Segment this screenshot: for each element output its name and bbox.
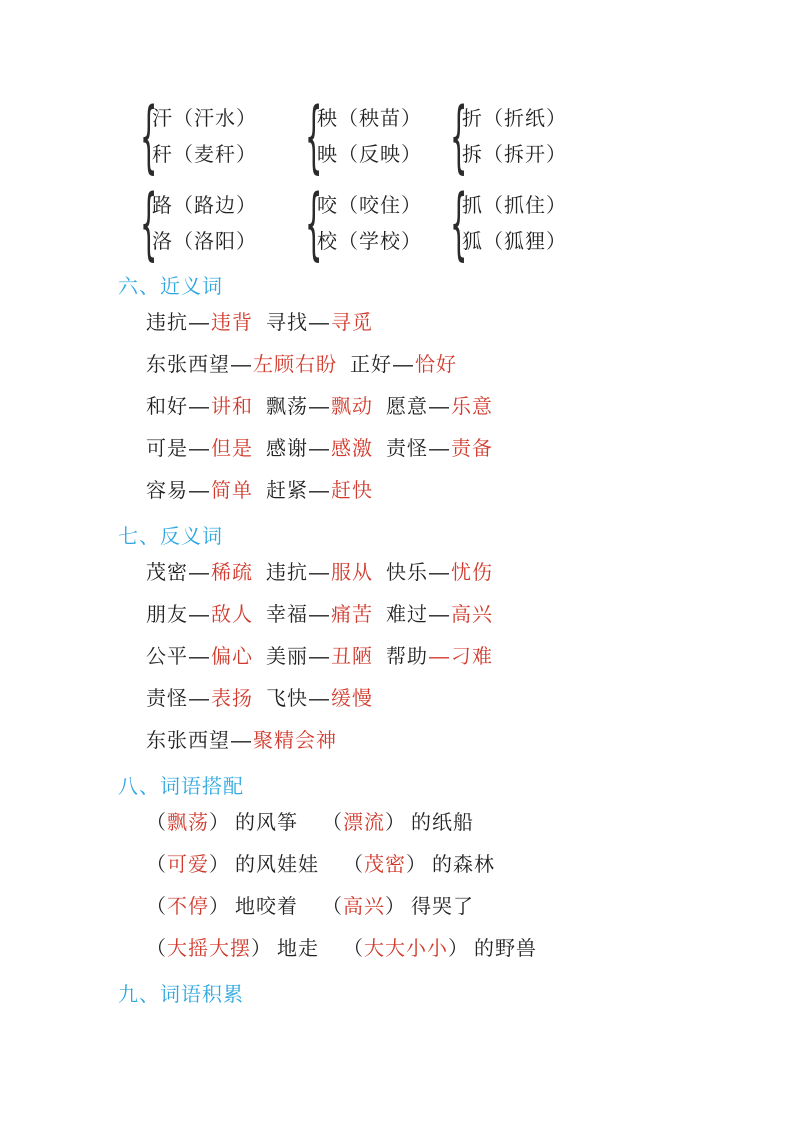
- collocation-phrase: [322, 812, 474, 834]
- word-right: 乐意: [451, 396, 493, 418]
- collocation-word: 可爱: [167, 854, 209, 876]
- open-paren: （: [146, 854, 167, 876]
- collocation-rest: 的纸船: [411, 812, 474, 834]
- close-paren: ）: [448, 938, 469, 960]
- character-group: [305, 92, 452, 182]
- character-entry-top: 路（路边）: [152, 195, 257, 217]
- brace-icon: {: [140, 92, 158, 182]
- section: [0, 772, 793, 970]
- word-left: 东张西望: [146, 354, 230, 376]
- collocation-word: 大大小小: [364, 938, 448, 960]
- word-left: 容易: [146, 480, 188, 502]
- collocation-phrase: [343, 938, 537, 960]
- word-right: 责备: [451, 438, 493, 460]
- word-pair: [146, 646, 253, 668]
- dash: —: [309, 646, 330, 668]
- word-right: 稀疏: [211, 562, 253, 584]
- collocation-phrase: [322, 896, 474, 918]
- section-heading: 八、词语搭配: [118, 776, 244, 798]
- character-entry-top: 抓（抓住）: [462, 195, 567, 217]
- word-right: 但是: [211, 438, 253, 460]
- character-entry-bottom: 洛（洛阳）: [152, 231, 257, 253]
- word-right: 偏心: [211, 646, 253, 668]
- close-paren: ）: [251, 938, 272, 960]
- character-group: [450, 92, 617, 182]
- word-right: 简单: [211, 480, 253, 502]
- word-right: 感激: [331, 438, 373, 460]
- word-left: 正好: [350, 354, 392, 376]
- character-group: [450, 179, 617, 269]
- brace-icon: {: [140, 179, 158, 269]
- collocation-line: [146, 802, 793, 844]
- word-right: 左顾右盼: [253, 354, 337, 376]
- dash: —: [429, 646, 450, 668]
- section-heading: 六、近义词: [118, 276, 223, 298]
- brace-icon: {: [450, 179, 468, 269]
- dash: —: [309, 480, 330, 502]
- word-pair: [146, 480, 253, 502]
- collocation-phrase: [146, 854, 319, 876]
- word-left: 可是: [146, 438, 188, 460]
- word-right: 寻觅: [331, 312, 373, 334]
- collocation-rest: 的森林: [432, 854, 495, 876]
- character-entry-top: 咬（咬住）: [317, 195, 422, 217]
- word-pair: [350, 354, 457, 376]
- dash: —: [309, 562, 330, 584]
- dash: —: [309, 604, 330, 626]
- word-pair-line: [146, 386, 793, 428]
- word-right: 忧伤: [451, 562, 493, 584]
- word-left: 责怪: [386, 438, 428, 460]
- collocation-rest: 的野兽: [474, 938, 537, 960]
- collocation-line: [146, 928, 793, 970]
- word-left: 和好: [146, 396, 188, 418]
- character-group: [140, 179, 307, 269]
- collocation-phrase: [343, 854, 495, 876]
- word-pair: [386, 562, 493, 584]
- section: [0, 522, 793, 762]
- word-right: 赶快: [331, 480, 373, 502]
- word-pair: [146, 688, 253, 710]
- word-pair: [146, 730, 337, 752]
- open-paren: （: [146, 896, 167, 918]
- word-pair: [266, 480, 373, 502]
- word-pair: [266, 396, 373, 418]
- word-right: 丑陋: [331, 646, 373, 668]
- close-paren: ）: [406, 854, 427, 876]
- dash: —: [429, 438, 450, 460]
- dash: —: [189, 480, 210, 502]
- word-pair: [266, 604, 373, 626]
- character-group: [140, 92, 307, 182]
- word-right: 服从: [331, 562, 373, 584]
- word-left: 茂密: [146, 562, 188, 584]
- open-paren: （: [146, 938, 167, 960]
- word-left: 寻找: [266, 312, 308, 334]
- word-pair: [386, 604, 493, 626]
- word-pair: [266, 646, 373, 668]
- word-pair-line: [146, 344, 793, 386]
- word-pair-line: [146, 470, 793, 512]
- collocation-line: [146, 844, 793, 886]
- word-left: 公平: [146, 646, 188, 668]
- collocation-word: 飘荡: [167, 812, 209, 834]
- collocation-rest: 地走: [277, 938, 319, 960]
- word-pair-line: [146, 720, 793, 762]
- word-left: 幸福: [266, 604, 308, 626]
- word-pair-row: [140, 92, 793, 182]
- brace-icon: {: [450, 92, 468, 182]
- dash: —: [429, 604, 450, 626]
- word-right: 痛苦: [331, 604, 373, 626]
- word-left: 赶紧: [266, 480, 308, 502]
- word-left: 难过: [386, 604, 428, 626]
- dash: —: [189, 604, 210, 626]
- word-left: 愿意: [386, 396, 428, 418]
- dash: —: [189, 688, 210, 710]
- dash: —: [189, 438, 210, 460]
- collocation-word: 高兴: [343, 896, 385, 918]
- word-right: 恰好: [415, 354, 457, 376]
- close-paren: ）: [209, 812, 230, 834]
- word-right: 敌人: [211, 604, 253, 626]
- character-entry-top: 秧（秧苗）: [317, 108, 422, 130]
- character-group: [305, 179, 452, 269]
- word-pair: [146, 354, 337, 376]
- word-pair-line: [146, 636, 793, 678]
- word-pair-row: [140, 179, 793, 269]
- word-pair: [266, 688, 373, 710]
- word-left: 违抗: [266, 562, 308, 584]
- section-heading: 九、词语积累: [118, 984, 244, 1006]
- word-pair: [146, 604, 253, 626]
- dash: —: [231, 354, 252, 376]
- dash: —: [309, 312, 330, 334]
- word-pair: [146, 396, 253, 418]
- close-paren: ）: [385, 896, 406, 918]
- word-pair-line: [146, 302, 793, 344]
- character-entry-bottom: 秆（麦秆）: [152, 144, 257, 166]
- character-entry-bottom: 拆（拆开）: [462, 144, 567, 166]
- collocation-rest: 的风娃娃: [235, 854, 319, 876]
- dash: —: [429, 562, 450, 584]
- character-entry-top: 汗（汗水）: [152, 108, 257, 130]
- dash: —: [189, 646, 210, 668]
- dash: —: [189, 562, 210, 584]
- word-pair: [386, 438, 493, 460]
- word-pair-line: [146, 678, 793, 720]
- word-right: 高兴: [451, 604, 493, 626]
- open-paren: （: [343, 938, 364, 960]
- word-pair: [386, 646, 493, 668]
- collocation-rest: 地咬着: [235, 896, 298, 918]
- sections-container: [0, 272, 793, 1010]
- word-pair: [386, 396, 493, 418]
- word-right: 缓慢: [331, 688, 373, 710]
- collocation-rest: 得哭了: [411, 896, 474, 918]
- open-paren: （: [322, 812, 343, 834]
- word-pair-line: [146, 594, 793, 636]
- character-entry-bottom: 狐（狐狸）: [462, 231, 567, 253]
- open-paren: （: [343, 854, 364, 876]
- dash: —: [309, 396, 330, 418]
- collocation-phrase: [146, 812, 298, 834]
- collocation-word: 大摇大摆: [167, 938, 251, 960]
- word-left: 朋友: [146, 604, 188, 626]
- collocation-word: 不停: [167, 896, 209, 918]
- word-left: 飞快: [266, 688, 308, 710]
- dash: —: [189, 396, 210, 418]
- collocation-word: 茂密: [364, 854, 406, 876]
- word-left: 责怪: [146, 688, 188, 710]
- word-left: 帮助: [386, 646, 428, 668]
- character-entry-bottom: 校（学校）: [317, 231, 422, 253]
- word-pair: [266, 562, 373, 584]
- close-paren: ）: [385, 812, 406, 834]
- word-pair: [146, 562, 253, 584]
- brace-icon: {: [305, 92, 323, 182]
- close-paren: ）: [209, 896, 230, 918]
- collocation-phrase: [146, 896, 298, 918]
- word-pairs-section: [0, 0, 793, 269]
- character-entry-top: 折（折纸）: [462, 108, 567, 130]
- collocation-word: 漂流: [343, 812, 385, 834]
- word-left: 感谢: [266, 438, 308, 460]
- brace-icon: {: [305, 179, 323, 269]
- collocation-line: [146, 886, 793, 928]
- section: [0, 272, 793, 512]
- word-right: 聚精会神: [253, 730, 337, 752]
- dash: —: [309, 688, 330, 710]
- collocation-phrase: [146, 938, 319, 960]
- word-left: 东张西望: [146, 730, 230, 752]
- word-pair: [146, 312, 253, 334]
- section-heading: 七、反义词: [118, 526, 223, 548]
- word-left: 快乐: [386, 562, 428, 584]
- word-left: 飘荡: [266, 396, 308, 418]
- word-right: 讲和: [211, 396, 253, 418]
- close-paren: ）: [209, 854, 230, 876]
- word-pair: [146, 438, 253, 460]
- word-pair-line: [146, 428, 793, 470]
- word-pair: [266, 312, 373, 334]
- section: [0, 980, 793, 1010]
- word-left: 违抗: [146, 312, 188, 334]
- dash: —: [393, 354, 414, 376]
- open-paren: （: [322, 896, 343, 918]
- word-right: 违背: [211, 312, 253, 334]
- word-right: 飘动: [331, 396, 373, 418]
- word-pair-line: [146, 552, 793, 594]
- open-paren: （: [146, 812, 167, 834]
- word-right: 表扬: [211, 688, 253, 710]
- dash: —: [231, 730, 252, 752]
- collocation-rest: 的风筝: [235, 812, 298, 834]
- word-right: 刁难: [451, 646, 493, 668]
- dash: —: [189, 312, 210, 334]
- dash: —: [429, 396, 450, 418]
- character-entry-bottom: 映（反映）: [317, 144, 422, 166]
- word-pair: [266, 438, 373, 460]
- dash: —: [309, 438, 330, 460]
- word-left: 美丽: [266, 646, 308, 668]
